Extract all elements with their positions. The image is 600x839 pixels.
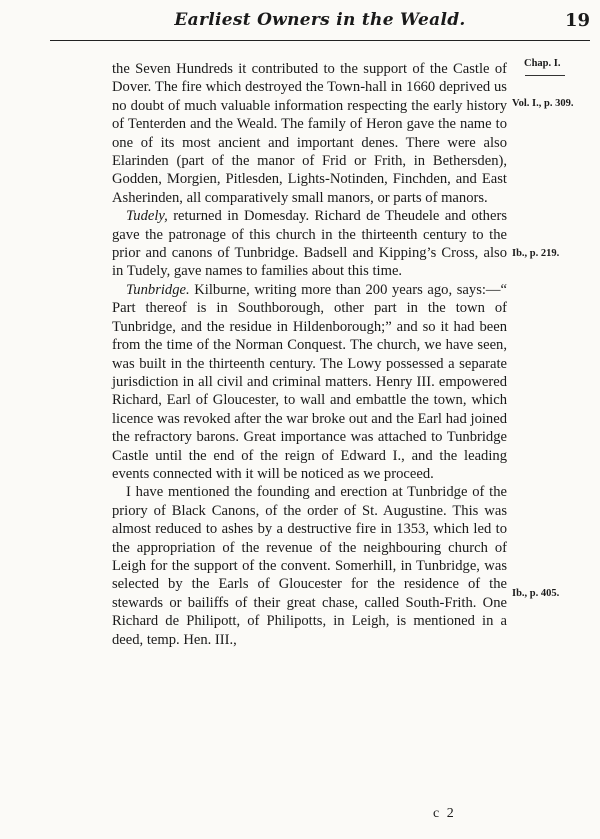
- margin-note-ib-405: Ib., p. 405.: [512, 588, 560, 599]
- signature-mark: c 2: [433, 806, 456, 821]
- place-name-tudely: Tudely,: [126, 208, 168, 225]
- margin-note-chapter: Chap. I.: [524, 58, 561, 69]
- paragraph-tudely: [112, 207, 507, 281]
- body-text: [112, 60, 507, 649]
- margin-note-vol-1: Vol. I., p. 309.: [512, 98, 574, 109]
- paragraph-tudely-text: returned in Domesday. Richard de Theudele and others gave the patronage of this church in the thirteenth century to the prior and canons of Tunbridge. Badsell and Kipping’s Cross, also in Tudely, gave names to families about this time.: [112, 208, 507, 280]
- page-number: 19: [564, 10, 590, 31]
- running-title: Earliest Owners in the Weald.: [174, 10, 466, 30]
- running-header: [50, 8, 590, 41]
- place-name-tunbridge: Tunbridge.: [126, 281, 190, 298]
- paragraph-tunbridge-text: Kilburne, writing more than 200 years ago, says:—“ Part thereof is in Southborough, other part in the town of Tunbridge, and the residue in Hildenborough;” and so it had been from the time of the Norman Conquest. The church, we have seen, was built in the thirteenth century. The Lowy possessed a separate jurisdiction in all civil and criminal matters. Henry III. empowered Richard, Earl of Gloucester, to wall and embattle the town, which licence was revoked after the war broke out and the Earl had joined the refractory barons. Great importance was attached to Tunbridge Castle until the end of the reign of Edward I., and the leading events connected with it will be noticed as we proceed.: [112, 281, 507, 482]
- paragraph-tunbridge: [112, 281, 507, 483]
- chapter-rule: [525, 75, 565, 76]
- paragraph-seven-hundreds: the Seven Hundreds it contributed to the support of the Castle of Dover. The fire which destroyed the Town-hall in 1660 deprived us no doubt of much valuable information respecting the early history of Tenterden and the Weald. The family of Heron gave the name to one of its most ancient and important denes. There were also Elarinden (part of the manor of Frid or Frith, in Bethersden), Godden, Morgien, Pitlesden, Lights-Notinden, Finchden, and East Asherinden, all comparatively small manors, or parts of manors.: [112, 61, 507, 206]
- margin-note-ib-219: Ib., p. 219.: [512, 248, 560, 259]
- paragraph-priory: I have mentioned the founding and erection at Tunbridge of the priory of Black Canons, of the order of St. Augustine. This was almost reduced to ashes by a destructive fire in 1353, which led to the appropriation of the revenue of the neighbouring church of Leigh for the support of the convent. Somerhill, in Tunbridge, was selected by the Earls of Gloucester for the residence of the stewards or bailiffs of their great chase, called South-Frith. One Richard de Philipott, of Philipotts, in Leigh, is mentioned in a deed, temp. Hen. III.,: [112, 484, 507, 648]
